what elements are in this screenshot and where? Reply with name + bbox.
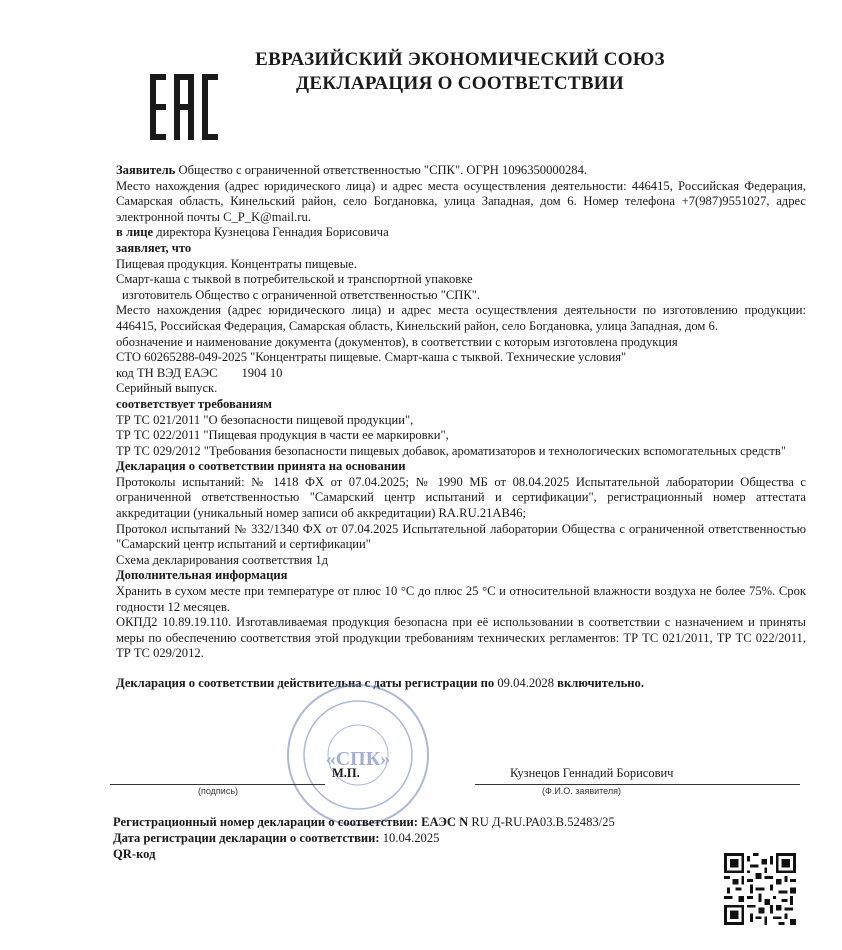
qr-label: QR-код — [113, 846, 156, 861]
additional-storage: Хранить в сухом месте при температуре от плюс 10 °С до плюс 25 °С и относительной влажности воздуха не более 75%. Срок годности 12 месяцев. — [116, 584, 806, 614]
basis-title: Декларация о соответствии принята на основании — [116, 459, 406, 474]
validity-suffix: включительно. — [557, 676, 644, 690]
product-line-2: Смарт-каша с тыквой в потребительской и транспортной упаковке — [116, 272, 473, 287]
name-caption: (Ф.И.О. заявителя) — [542, 786, 621, 796]
company-stamp — [283, 680, 433, 830]
registration-number-label: Регистрационный номер декларации о соответствии: — [113, 815, 418, 829]
applicant-label: Заявитель — [116, 163, 176, 177]
serial: Серийный выпуск. — [116, 381, 218, 396]
applicant-address: Место нахождения (адрес юридического лица) и адрес места осуществления деятельности: 446415, Российская Федерация, Самарская область, Кинельский район, село Богдановка, улица Западная, дом 6. Номер телефона +7(987)9551027, адрес электронной почты C_P_K@mail.ru. — [116, 178, 806, 224]
qr-code — [724, 853, 796, 925]
registration-block — [113, 815, 733, 862]
basis-protocols-2: Протокол испытаний № 332/1340 ФХ от 07.04.2025 Испытательной лаборатории Общества с ограниченной ответственностью "Самарский центр испытаний и сертификации" — [116, 521, 806, 552]
signature-line — [110, 784, 325, 785]
validity-line — [116, 676, 806, 692]
additional-title: Дополнительная информация — [116, 568, 288, 583]
tnved-label: код ТН ВЭД ЕАЭС — [116, 365, 218, 380]
document-header — [200, 48, 720, 96]
basis-protocols-1: Протоколы испытаний: № 1418 ФХ от 07.04.2025; № 1990 МБ от 08.04.2025 Испытательной лаборатории Общества с ограниченной ответственностью "Самарский центр испытаний и сертификации", регистрационный номер аттестата аккредитации (уникальный номер записи об аккредитации) RA.RU.21АВ46; — [116, 474, 806, 521]
registration-number: RU Д-RU.РА03.В.52483/25 — [468, 815, 615, 829]
applicant-signer-name: Кузнецов Геннадий Борисович — [510, 766, 674, 780]
product-doc-label: обозначение и наименование документа (документов), в соответствии с которым изготовлена продукция — [116, 334, 678, 349]
signature-caption: (подпись) — [198, 786, 239, 796]
person-name: директора Кузнецова Геннадия Борисовича — [153, 225, 389, 240]
requirements-title: соответствует требованиям — [116, 396, 272, 411]
tnved-line — [116, 366, 806, 382]
stamp-center-text: «СПК» — [325, 748, 391, 770]
signature-row — [110, 766, 810, 802]
registration-number-prefix: ЕАЭС N — [417, 815, 469, 829]
header-union: ЕВРАЗИЙСКИЙ ЭКОНОМИЧЕСКИЙ СОЮЗ — [255, 49, 665, 70]
basis-scheme: Схема декларирования соответствия 1д — [116, 552, 329, 567]
registration-date-line — [113, 831, 733, 847]
validity-prefix: Декларация о соответствии действительна с даты регистрации по — [116, 676, 495, 690]
registration-number-line — [113, 815, 733, 831]
requirement-item: ТР ТС 021/2011 "О безопасности пищевой продукции", — [116, 412, 414, 427]
registration-date-label: Дата регистрации декларации о соответствии: — [113, 830, 380, 845]
applicant-line — [116, 163, 806, 179]
product-address: Место нахождения (адрес юридического лица) и адрес места осуществления деятельности по изготовлению продукции: 446415, Российская Федерация, Самарская область, Кинельский район, село Богдановка, улица Западная, дом 6. — [116, 303, 806, 333]
product-doc: СТО 60265288-049-2025 "Концентраты пищевые. Смарт-каша с тыквой. Технические условия" — [116, 350, 627, 365]
requirement-item: ТР ТС 029/2012 "Требования безопасности пищевых добавок, ароматизаторов и технологических вспомогательных средств" — [116, 443, 786, 458]
applicant-person-line — [116, 225, 806, 241]
person-label: в лице — [116, 225, 154, 240]
registration-date: 10.04.2025 — [379, 830, 440, 845]
requirement-item: ТР ТС 022/2011 "Пищевая продукция в части ее маркировки", — [116, 428, 449, 443]
validity-date: 09.04.2028 — [494, 676, 558, 690]
declares-label: заявляет, что — [116, 240, 192, 255]
mp-label: М.П. — [332, 766, 360, 780]
applicant-name: Общество с ограниченной ответственностью "СПК". ОГРН 1096350000284. — [175, 163, 588, 177]
additional-okpd: ОКПД2 10.89.19.110. Изготавливаемая продукция безопасна при её использовании в соответствии с назначением и приняты меры по обеспечению соответствия этой продукции требованиям технических регламентов: ТР ТС 021/2011, ТР ТС 022/2011, ТР ТС 029/2012. — [116, 615, 806, 661]
header-title: ДЕКЛАРАЦИЯ О СООТВЕТСТВИИ — [296, 73, 624, 94]
name-line — [475, 784, 800, 785]
manufacturer: изготовитель Общество с ограниченной ответственностью "СПК". — [122, 287, 481, 302]
tnved-code: 1904 10 — [241, 365, 283, 380]
product-line-1: Пищевая продукция. Концентраты пищевые. — [116, 256, 357, 271]
declaration-body — [116, 163, 806, 692]
